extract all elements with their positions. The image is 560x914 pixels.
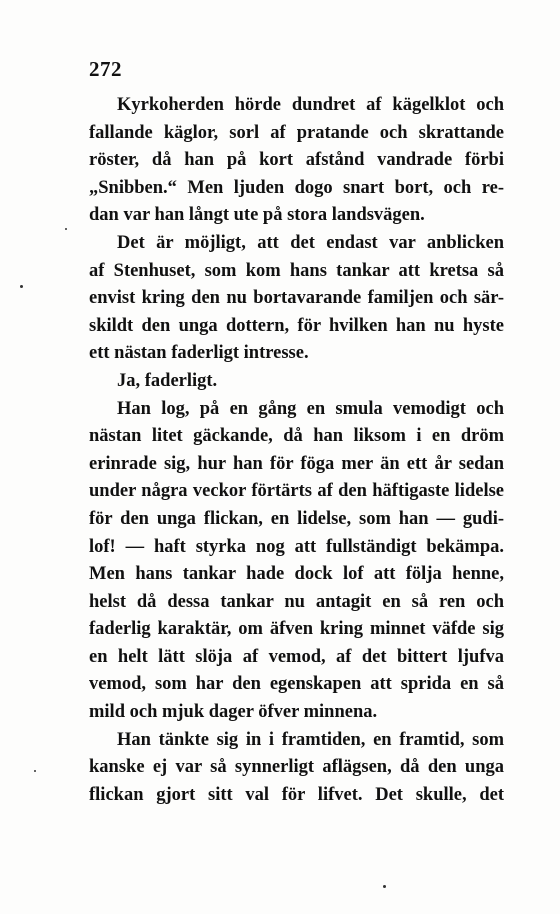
text-line: Men hans tankar hade dock lof att följa henne, [89, 564, 504, 585]
text-line: af Stenhuset, som kom hans tankar att kretsa så [89, 260, 504, 281]
print-speck [65, 228, 67, 230]
text-line: Han log, på en gång en smula vemodigt och [117, 398, 504, 419]
text-line: en helt lätt slöja af vemod, af det bittert ljufva [89, 646, 504, 667]
text-line: faderlig karaktär, om äfven kring minnet väfde sig [89, 619, 504, 640]
print-speck [20, 285, 23, 288]
page-number: 272 [89, 57, 122, 81]
text-line: skildt den unga dottern, för hvilken han nu hyste [89, 315, 504, 336]
text-line: Kyrkoherden hörde dundret af kägelklot och [117, 95, 504, 115]
text-line: dan var han långt ute på stora landsvägen. [89, 205, 425, 226]
text-line: nästan litet gäckande, då han liksom i en dröm [89, 426, 504, 447]
text-line: röster, då han på kort afstånd vandrade förbi [89, 150, 504, 171]
text-line: mild och mjuk dager öfver minnena. [89, 702, 378, 723]
text-line: Det är möjligt, att det endast var anblicken [117, 232, 504, 253]
text-line: kanske ej var så synnerligt aflägsen, då den unga [89, 757, 504, 778]
text-line: erinrade sig, hur han för föga mer än ett år sedan [89, 453, 504, 474]
text-line: lof! — haft styrka nog att fullständigt bekämpa. [89, 536, 504, 557]
text-line: envist kring den nu bortavarande familjen och sär- [89, 288, 504, 309]
text-line: helst då dessa tankar nu antagit en så ren och [89, 591, 504, 612]
text-line: fallande käglor, sorl af pratande och skrattande [89, 122, 504, 143]
body-text [89, 92, 504, 809]
text-line: under några veckor förtärts af den häftigaste lidelse [89, 481, 504, 502]
print-speck [34, 770, 36, 772]
text-line: ett nästan faderligt intresse. [89, 343, 309, 364]
text-line: vemod, som har den egenskapen att sprida en så [89, 674, 504, 695]
text-line: flickan gjort sitt val för lifvet. Det skulle, det [89, 784, 504, 805]
text-line: „Snibben.“ Men ljuden dogo snart bort, och re- [89, 177, 504, 198]
text-line: Ja, faderligt. [117, 370, 218, 391]
print-speck [383, 885, 386, 888]
text-line: för den unga flickan, en lidelse, som han — gudi- [89, 508, 504, 529]
text-line: Han tänkte sig in i framtiden, en framtid, som [117, 729, 504, 750]
